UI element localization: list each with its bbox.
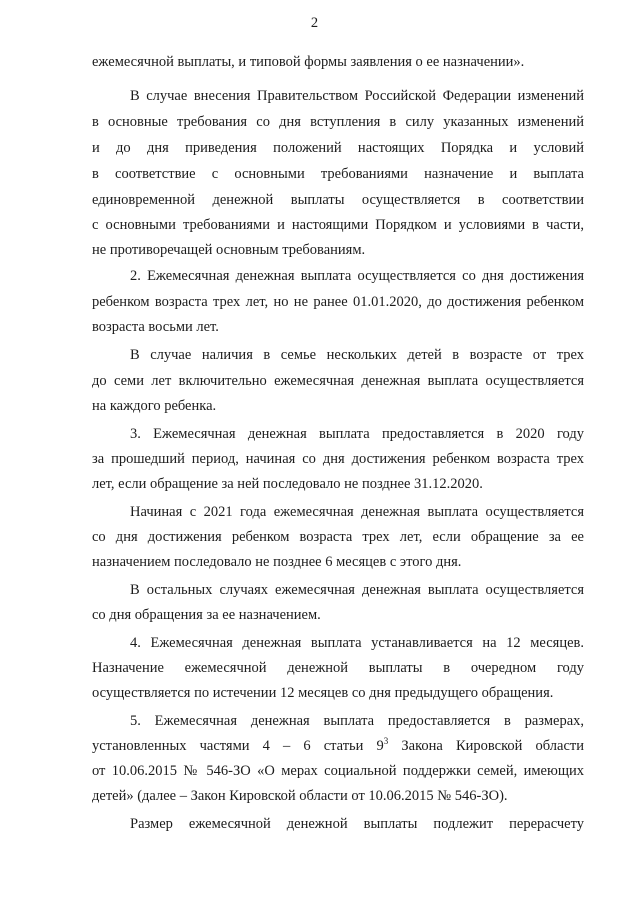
text-line: со дня достижения ребенком возраста трех лет, если обращение за ее [92, 529, 584, 545]
page-number: 2 [310, 15, 319, 31]
text-line: Размер ежемесячной денежной выплаты подлежит перерасчету [130, 816, 584, 832]
text-line: Начиная с 2021 года ежемесячная денежная выплата осуществляется [130, 504, 584, 520]
text-line: на каждого ребенка. [92, 398, 217, 414]
text-line: осуществляется по истечении 12 месяцев со дня предыдущего обращения. [92, 685, 554, 701]
text-line: в соответствие с основными требованиями назначение и выплата [92, 166, 584, 182]
text-line: ребенком возраста трех лет, но не ранее 01.01.2020, до достижения ребенком [92, 294, 584, 310]
text-segment: Закона Кировской области [388, 738, 585, 754]
text-line [92, 737, 584, 755]
text-segment: установленных частями 4 – 6 статьи 9 [92, 738, 384, 754]
text-line: ежемесячной выплаты, и типовой формы заявления о ее назначении». [92, 54, 525, 70]
text-line: 5. Ежемесячная денежная выплата предоставляется в размерах, [130, 713, 584, 729]
text-line: лет, если обращение за ней последовало не позднее 31.12.2020. [92, 476, 483, 492]
text-line: с основными требованиями и настоящими Порядком и условиями в части, [92, 217, 584, 233]
text-line: назначением последовало не позднее 6 месяцев с этого дня. [92, 554, 462, 570]
text-line: 3. Ежемесячная денежная выплата предоставляется в 2020 году [130, 426, 584, 442]
text-line: и до дня приведения положений настоящих Порядка и условий [92, 140, 584, 156]
text-line: не противоречащей основным требованиям. [92, 242, 366, 258]
text-line: возраста восьми лет. [92, 319, 219, 335]
text-line: детей» (далее – Закон Кировской области от 10.06.2015 № 546-ЗО). [92, 788, 508, 804]
text-line: единовременной денежной выплаты осуществляется в соответствии [92, 192, 584, 208]
text-line: 2. Ежемесячная денежная выплата осуществляется со дня достижения [130, 268, 584, 284]
text-line: 4. Ежемесячная денежная выплата устанавливается на 12 месяцев. [130, 635, 584, 651]
text-line: за прошедший период, начиная со дня достижения ребенком возраста трех [92, 451, 584, 467]
text-line: В остальных случаях ежемесячная денежная выплата осуществляется [130, 582, 584, 598]
superscript: 3 [383, 736, 389, 746]
text-line: В случае внесения Правительством Российской Федерации изменений [130, 88, 584, 104]
text-line: от 10.06.2015 № 546-ЗО «О мерах социальной поддержки семей, имеющих [92, 763, 584, 779]
text-line: В случае наличия в семье нескольких детей в возрасте от трех [130, 347, 584, 363]
text-line: Назначение ежемесячной денежной выплаты в очередном году [92, 660, 584, 676]
text-line: до семи лет включительно ежемесячная денежная выплата осуществляется [92, 373, 584, 389]
text-line: со дня обращения за ее назначением. [92, 607, 321, 623]
text-line: в основные требования со дня вступления в силу указанных изменений [92, 114, 584, 130]
